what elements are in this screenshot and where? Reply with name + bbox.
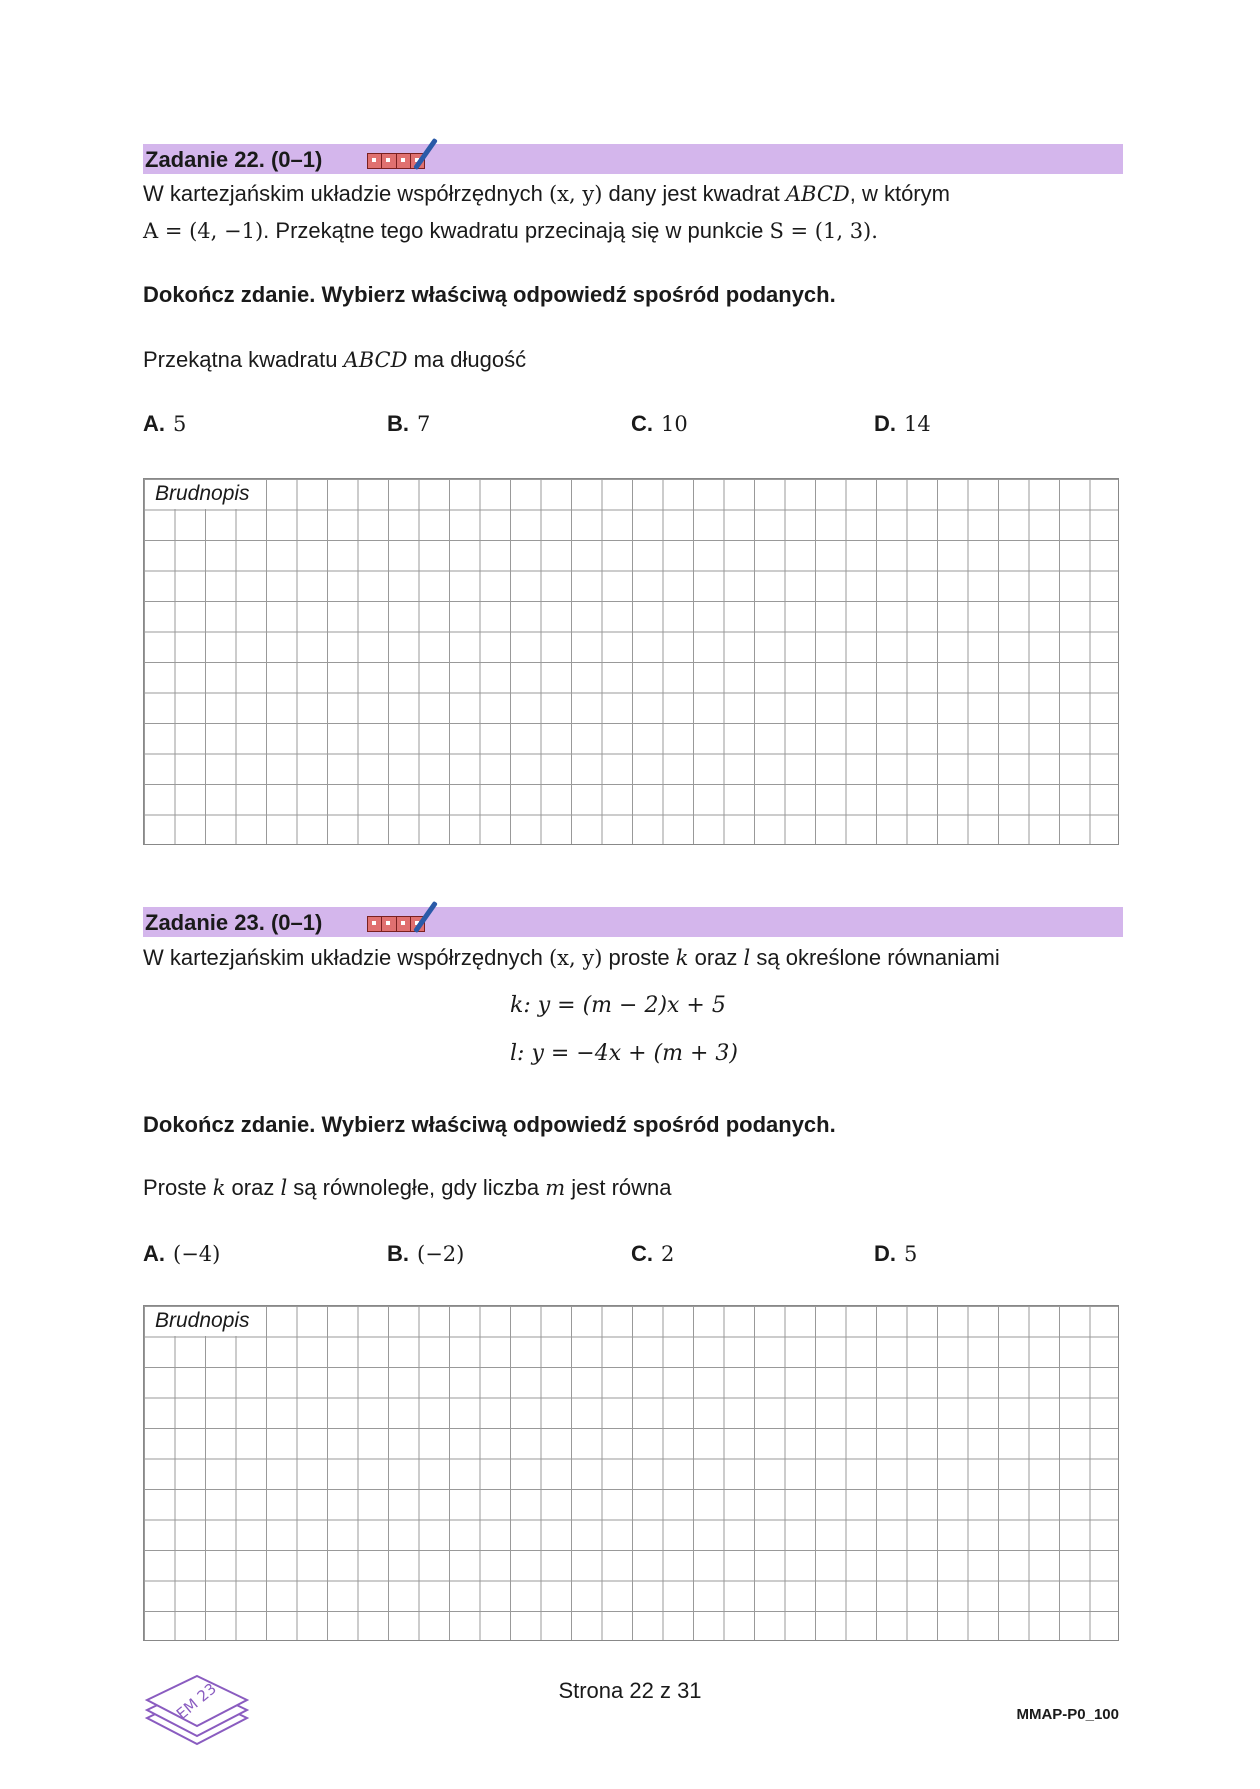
- task-22-text-line-1: [143, 181, 950, 207]
- option-value: 10: [661, 412, 688, 436]
- option-letter: B.: [387, 411, 409, 436]
- option-value: 2: [661, 1242, 675, 1266]
- text: Proste: [143, 1175, 213, 1200]
- task-22-title: Zadanie 22. (0–1): [145, 147, 323, 172]
- math: l: [280, 1176, 288, 1200]
- task-23-header: [143, 907, 1123, 937]
- page-number: Strona 22 z 31: [558, 1678, 702, 1703]
- text: Przekątna kwadratu: [143, 347, 344, 372]
- option-value: 14: [904, 412, 931, 436]
- draft-label: Brudnopis: [145, 480, 260, 509]
- option-letter: A.: [143, 411, 165, 436]
- math: m: [545, 1176, 566, 1200]
- text: W kartezjańskim układzie współrzędnych: [143, 945, 549, 970]
- equation-l: l: y = −4x + (m + 3): [510, 1041, 738, 1066]
- text: , w którym: [849, 181, 950, 206]
- text: . Przekątne tego kwadratu przecinają się w punkcie: [263, 218, 770, 243]
- text: są określone równaniami: [750, 945, 1000, 970]
- text: W kartezjańskim układzie współrzędnych: [143, 181, 549, 206]
- math: ABCD: [343, 348, 408, 372]
- task-23-option-b[interactable]: [387, 1241, 464, 1267]
- task-22-option-c[interactable]: [631, 411, 688, 437]
- text: są równoległe, gdy liczba: [287, 1175, 546, 1200]
- task-22-instruction: Dokończ zdanie. Wybierz właściwą odpowiedź spośród podanych.: [143, 282, 836, 307]
- option-letter: B.: [387, 1241, 409, 1266]
- option-letter: A.: [143, 1241, 165, 1266]
- option-letter: D.: [874, 1241, 896, 1266]
- option-letter: C.: [631, 411, 653, 436]
- option-value: 5: [904, 1242, 918, 1266]
- text: jest równa: [565, 1175, 672, 1200]
- text: ma długość: [407, 347, 527, 372]
- task-22-header: [143, 144, 1123, 174]
- exam-code: MMAP-P0_100: [1016, 1706, 1119, 1723]
- task-22-draft-grid[interactable]: [143, 478, 1119, 845]
- task-22-option-b[interactable]: [387, 411, 430, 437]
- option-value: (−4): [173, 1242, 221, 1266]
- equation-k: k: y = (m − 2)x + 5: [510, 993, 726, 1018]
- task-23-text-line-1: [143, 945, 1000, 971]
- task-22-option-d[interactable]: [874, 411, 931, 437]
- logo-text: EM 23: [172, 1679, 220, 1724]
- option-value: (−2): [417, 1242, 465, 1266]
- draft-label: Brudnopis: [145, 1307, 260, 1336]
- math: (x, y): [548, 182, 603, 206]
- math: ABCD: [785, 182, 850, 206]
- text: oraz: [225, 1175, 281, 1200]
- task-22-stem: [143, 347, 526, 373]
- task-23-stem: [143, 1175, 672, 1201]
- task-22-option-a[interactable]: [143, 411, 186, 437]
- math: (x, y): [548, 946, 603, 970]
- text: dany jest kwadrat: [602, 181, 786, 206]
- task-23-draft-grid[interactable]: [143, 1305, 1119, 1641]
- text: oraz: [688, 945, 744, 970]
- task-22-text-line-2: [143, 218, 878, 244]
- option-value: 7: [417, 412, 431, 436]
- task-23-option-a[interactable]: [143, 1241, 220, 1267]
- option-value: 5: [173, 412, 187, 436]
- task-23-instruction: Dokończ zdanie. Wybierz właściwą odpowiedź spośród podanych.: [143, 1112, 836, 1137]
- math: k: [212, 1176, 226, 1200]
- task-23-option-c[interactable]: [631, 1241, 674, 1267]
- math: l: [743, 946, 751, 970]
- option-letter: D.: [874, 411, 896, 436]
- math: A = (4, −1): [143, 219, 264, 243]
- text: proste: [602, 945, 676, 970]
- math: S = (1, 3).: [769, 219, 878, 243]
- task-23-option-d[interactable]: [874, 1241, 917, 1267]
- math: k: [675, 946, 689, 970]
- option-letter: C.: [631, 1241, 653, 1266]
- task-23-title: Zadanie 23. (0–1): [145, 910, 323, 935]
